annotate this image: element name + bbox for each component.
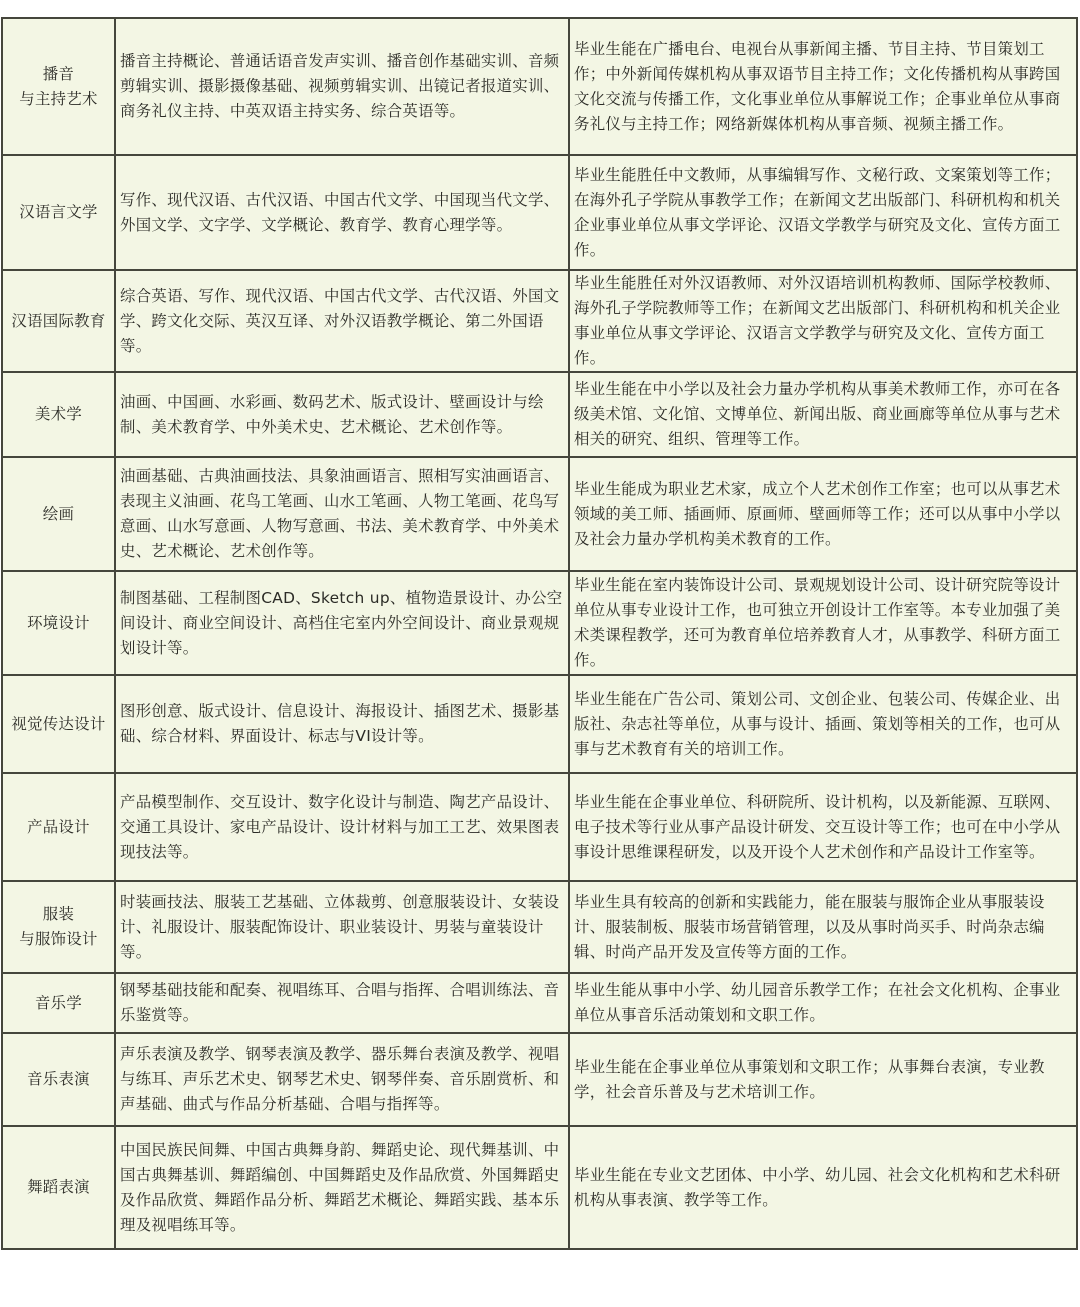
courses-cell: 图形创意、版式设计、信息设计、海报设计、插图艺术、摄影基础、综合材料、界面设计、标志与VI设计等。 [115, 675, 569, 773]
courses-cell: 钢琴基础技能和配奏、视唱练耳、合唱与指挥、合唱训练法、音乐鉴赏等。 [115, 973, 569, 1033]
table-row [2, 881, 1077, 973]
table-row [2, 773, 1077, 881]
courses-cell: 中国民族民间舞、中国古典舞身韵、舞蹈史论、现代舞基训、中国古典舞基训、舞蹈编创、中国舞蹈史及作品欣赏、外国舞蹈史及作品欣赏、舞蹈作品分析、舞蹈艺术概论、舞蹈实践、基本乐理及视唱练耳等。 [115, 1126, 569, 1249]
careers-cell: 毕业生能成为职业艺术家，成立个人艺术创作工作室；也可以从事艺术领域的美工师、插画师、原画师、壁画师等工作；还可以从事中小学以及社会力量办学机构美术教育的工作。 [569, 457, 1077, 571]
table-row [2, 973, 1077, 1033]
major-name: 环境设计 [27, 613, 90, 632]
major-cell [2, 571, 115, 675]
careers-cell: 毕业生能在广播电台、电视台从事新闻主播、节目主持、节目策划工作；中外新闻传媒机构从事双语节目主持工作；文化传播机构从事跨国文化交流与传播工作，文化事业单位从事解说工作；企事业单位从事商务礼仪与主持工作；网络新媒体机构从事音频、视频主播工作。 [569, 18, 1077, 155]
careers-cell: 毕业生能胜任对外汉语教师、对外汉语培训机构教师、国际学校教师、海外孔子学院教师等工作；在新闻文艺出版部门、科研机构和机关企业事业单位从事文学评论、汉语言文学教学与研究及文化、宣传方面工作。 [569, 270, 1077, 372]
major-name: 舞蹈表演 [27, 1178, 90, 1196]
major-cell [2, 1126, 115, 1249]
table-row [2, 1126, 1077, 1249]
major-cell [2, 270, 115, 372]
major-name: 汉语国际教育 [11, 311, 106, 330]
major-cell [2, 372, 115, 457]
careers-cell: 毕业生具有较高的创新和实践能力，能在服装与服饰企业从事服装设计、服装制板、服装市场营销管理，以及从事时尚买手、时尚杂志编辑、时尚产品开发及宣传等方面的工作。 [569, 881, 1077, 973]
careers-cell: 毕业生能从事中小学、幼儿园音乐教学工作；在社会文化机构、企事业单位从事音乐活动策划和文职工作。 [569, 973, 1077, 1033]
major-name: 播音 与主持艺术 [19, 64, 98, 108]
careers-cell: 毕业生能在专业文艺团体、中小学、幼儿园、社会文化机构和艺术科研机构从事表演、教学等工作。 [569, 1126, 1077, 1249]
major-name: 美术学 [34, 405, 83, 423]
courses-cell: 时装画技法、服装工艺基础、立体裁剪、创意服装设计、女装设计、礼服设计、服装配饰设计、职业装设计、男装与童装设计等。 [115, 881, 569, 973]
courses-cell: 油画基础、古典油画技法、具象油画语言、照相写实油画语言、表现主义油画、花鸟工笔画、山水工笔画、人物工笔画、花鸟写意画、山水写意画、人物写意画、书法、美术教育学、中外美术史、艺术概论、艺术创作等。 [115, 457, 569, 571]
major-cell [2, 973, 115, 1033]
major-cell [2, 1033, 115, 1126]
courses-cell: 写作、现代汉语、古代汉语、中国古代文学、中国现当代文学、外国文学、文字学、文学概论、教育学、教育心理学等。 [115, 155, 569, 270]
major-name: 产品设计 [27, 817, 90, 836]
courses-cell: 声乐表演及教学、钢琴表演及教学、器乐舞台表演及教学、视唱与练耳、声乐艺术史、钢琴艺术史、钢琴伴奏、音乐剧赏析、和声基础、曲式与作品分析基础、合唱与指挥等。 [115, 1033, 569, 1126]
major-name: 视觉传达设计 [11, 714, 106, 733]
careers-cell: 毕业生能在企事业单位从事策划和文职工作；从事舞台表演，专业教学，社会音乐普及与艺术培训工作。 [569, 1033, 1077, 1126]
courses-cell: 综合英语、写作、现代汉语、中国古代文学、古代汉语、外国文学、跨文化交际、英汉互译、对外汉语教学概论、第二外国语等。 [115, 270, 569, 372]
careers-cell: 毕业生能在企事业单位、科研院所、设计机构，以及新能源、互联网、电子技术等行业从事产品设计研发、交互设计等工作；也可在中小学从事设计思维课程研发，以及开设个人艺术创作和产品设计工作室等。 [569, 773, 1077, 881]
major-cell [2, 457, 115, 571]
careers-cell: 毕业生能在中小学以及社会力量办学机构从事美术教师工作，亦可在各级美术馆、文化馆、文博单位、新闻出版、商业画廊等单位从事与艺术相关的研究、组织、管理等工作。 [569, 372, 1077, 457]
careers-cell: 毕业生能在广告公司、策划公司、文创企业、包装公司、传媒企业、出版社、杂志社等单位，从事与设计、插画、策划等相关的工作，也可从事与艺术教育有关的培训工作。 [569, 675, 1077, 773]
table-row [2, 457, 1077, 571]
majors-table [1, 17, 1078, 1250]
major-name: 汉语言文学 [19, 203, 98, 221]
table-row [2, 675, 1077, 773]
table-row [2, 571, 1077, 675]
table-row [2, 1033, 1077, 1126]
major-name: 绘画 [42, 504, 75, 523]
careers-cell: 毕业生能胜任中文教师，从事编辑写作、文秘行政、文案策划等工作；在海外孔子学院从事教学工作；在新闻文艺出版部门、科研机构和机关企业事业单位从事文学评论、汉语文学教学与研究及文化、宣传方面工作。 [569, 155, 1077, 270]
major-name: 服装 与服饰设计 [19, 905, 98, 948]
table-row [2, 270, 1077, 372]
major-name: 音乐表演 [27, 1070, 90, 1088]
major-cell [2, 18, 115, 155]
table-row [2, 18, 1077, 155]
major-cell [2, 155, 115, 270]
major-cell [2, 773, 115, 881]
table-row [2, 155, 1077, 270]
courses-cell: 产品模型制作、交互设计、数字化设计与制造、陶艺产品设计、交通工具设计、家电产品设计、设计材料与加工工艺、效果图表现技法等。 [115, 773, 569, 881]
courses-cell: 油画、中国画、水彩画、数码艺术、版式设计、壁画设计与绘制、美术教育学、中外美术史、艺术概论、艺术创作等。 [115, 372, 569, 457]
table-row [2, 372, 1077, 457]
major-cell [2, 881, 115, 973]
major-cell [2, 675, 115, 773]
courses-cell: 播音主持概论、普通话语音发声实训、播音创作基础实训、音频剪辑实训、摄影摄像基础、视频剪辑实训、出镜记者报道实训、商务礼仪主持、中英双语主持实务、综合英语等。 [115, 18, 569, 155]
courses-cell: 制图基础、工程制图CAD、Sketch up、植物造景设计、办公空间设计、商业空间设计、高档住宅室内外空间设计、商业景观规划设计等。 [115, 571, 569, 675]
careers-cell: 毕业生能在室内装饰设计公司、景观规划设计公司、设计研究院等设计单位从事专业设计工作，也可独立开创设计工作室等。本专业加强了美术类课程教学，还可为教育单位培养教育人才，从事教学、科研方面工作。 [569, 571, 1077, 675]
major-name: 音乐学 [34, 993, 83, 1012]
